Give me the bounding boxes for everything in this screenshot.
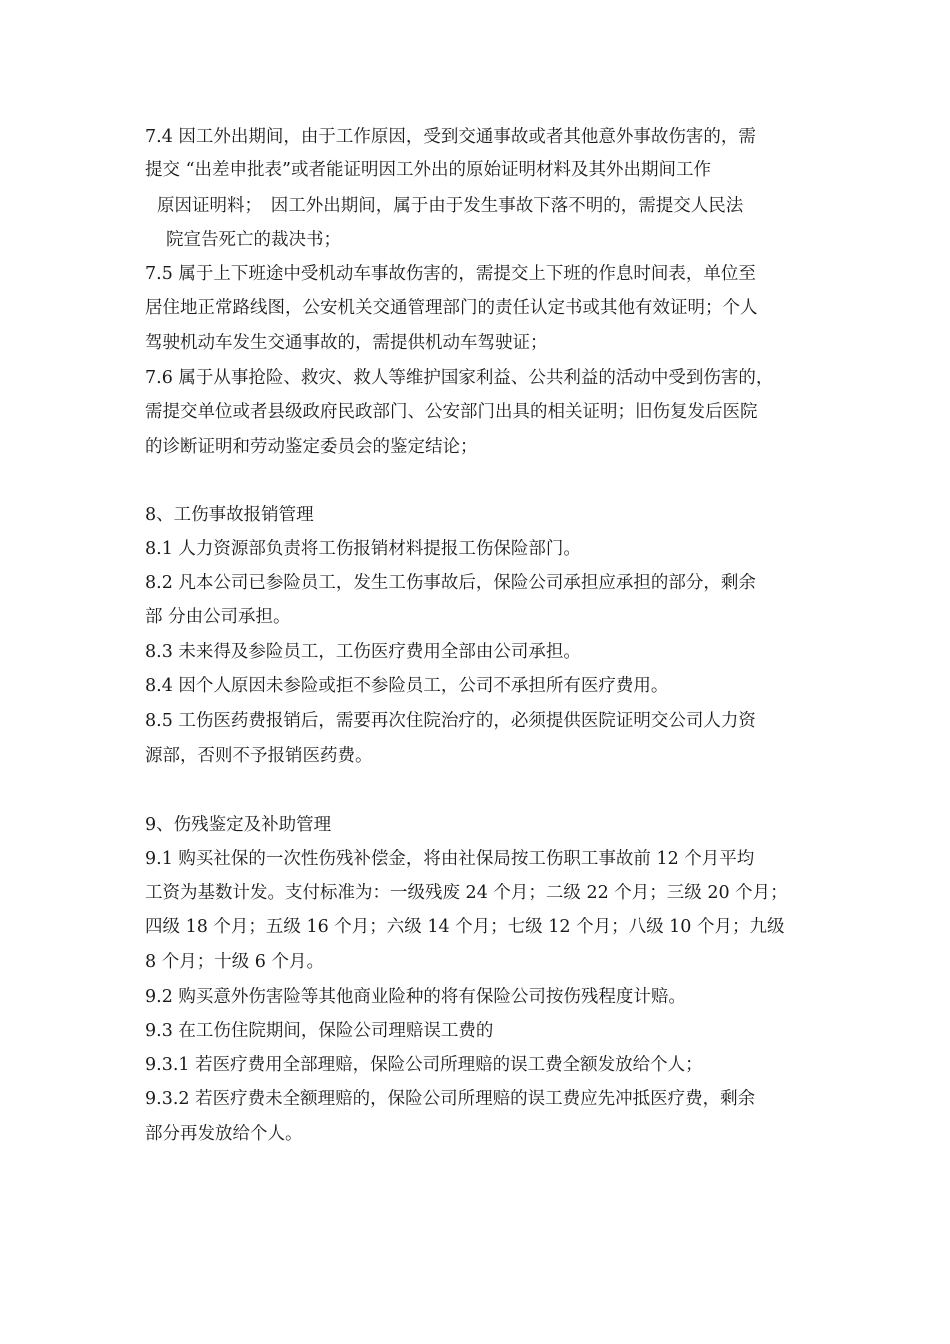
text-line: 驾驶机动车发生交通事故的，需提供机动车驾驶证； [145, 333, 548, 353]
text-line: 7.4 因工外出期间，由于工作原因，受到交通事故或者其他意外事故伤害的，需 [145, 127, 756, 147]
text-line: 8.1 人力资源部负责将工伤报销材料提报工伤保险部门。 [145, 539, 581, 559]
text-line: 8.5 工伤医药费报销后，需要再次住院治疗的，必须提供医院证明交公司人力资 [145, 711, 756, 731]
text-line: 9.1 购买社保的一次性伤残补偿金，将由社保局按工伤职工事故前 12 个月平均 [145, 849, 755, 869]
text-line: 提交 “出差申批表”或者能证明因工外出的原始证明材料及其外出期间工作 [145, 160, 711, 180]
section-heading: 9、伤残鉴定及补助管理 [145, 815, 332, 835]
text-line: 源部，否则不予报销医药费。 [145, 746, 373, 766]
text-line: 8.4 因个人原因未参险或拒不参险员工，公司不承担所有医疗费用。 [145, 676, 669, 696]
text-line: 8.2 凡本公司已参险员工，发生工伤事故后，保险公司承担应承担的部分，剩余 [145, 573, 756, 593]
text-line: 9.3.2 若医疗费未全额理赔的，保险公司所理赔的误工费应先冲抵医疗费，剩余 [145, 1089, 756, 1109]
text-line: 9.3 在工伤住院期间，保险公司理赔误工费的 [145, 1021, 494, 1041]
text-line: 8.3 未来得及参险员工，工伤医疗费用全部由公司承担。 [145, 642, 581, 662]
text-line: 需提交单位或者县级政府民政部门、公安部门出具的相关证明；旧伤复发后医院 [145, 402, 758, 422]
text-line: 部 分由公司承担。 [145, 607, 291, 627]
text-line: 院宣告死亡的裁决书； [166, 230, 341, 250]
text-line: 工资为基数计发。支付标准为：一级残废 24 个月；二级 22 个月；三级 20 个月； [145, 883, 788, 903]
text-line: 的诊断证明和劳动鉴定委员会的鉴定结论； [145, 437, 478, 457]
text-line: 9.2 购买意外伤害险等其他商业险种的将有保险公司按伤残程度计赔。 [145, 987, 686, 1007]
text-line: 居住地正常路线图，公安机关交通管理部门的责任认定书或其他有效证明；个人 [145, 298, 758, 318]
text-line: 7.6 属于从事抢险、救灾、救人等维护国家利益、公共利益的活动中受到伤害的， [145, 368, 774, 388]
section-heading: 8、工伤事故报销管理 [145, 505, 314, 525]
text-line: 8 个月；十级 6 个月。 [145, 952, 324, 972]
text-line: 原因证明料； 因工外出期间，属于由于发生事故下落不明的，需提交人民法 [157, 196, 744, 216]
text-line: 四级 18 个月；五级 16 个月；六级 14 个月；七级 12 个月；八级 10 个月；九级 [145, 917, 785, 937]
text-line: 9.3.1 若医疗费用全部理赔，保险公司所理赔的误工费全额发放给个人； [145, 1055, 703, 1075]
text-line: 部分再发放给个人。 [145, 1124, 303, 1144]
text-line: 7.5 属于上下班途中受机动车事故伤害的，需提交上下班的作息时间表，单位至 [145, 264, 756, 284]
